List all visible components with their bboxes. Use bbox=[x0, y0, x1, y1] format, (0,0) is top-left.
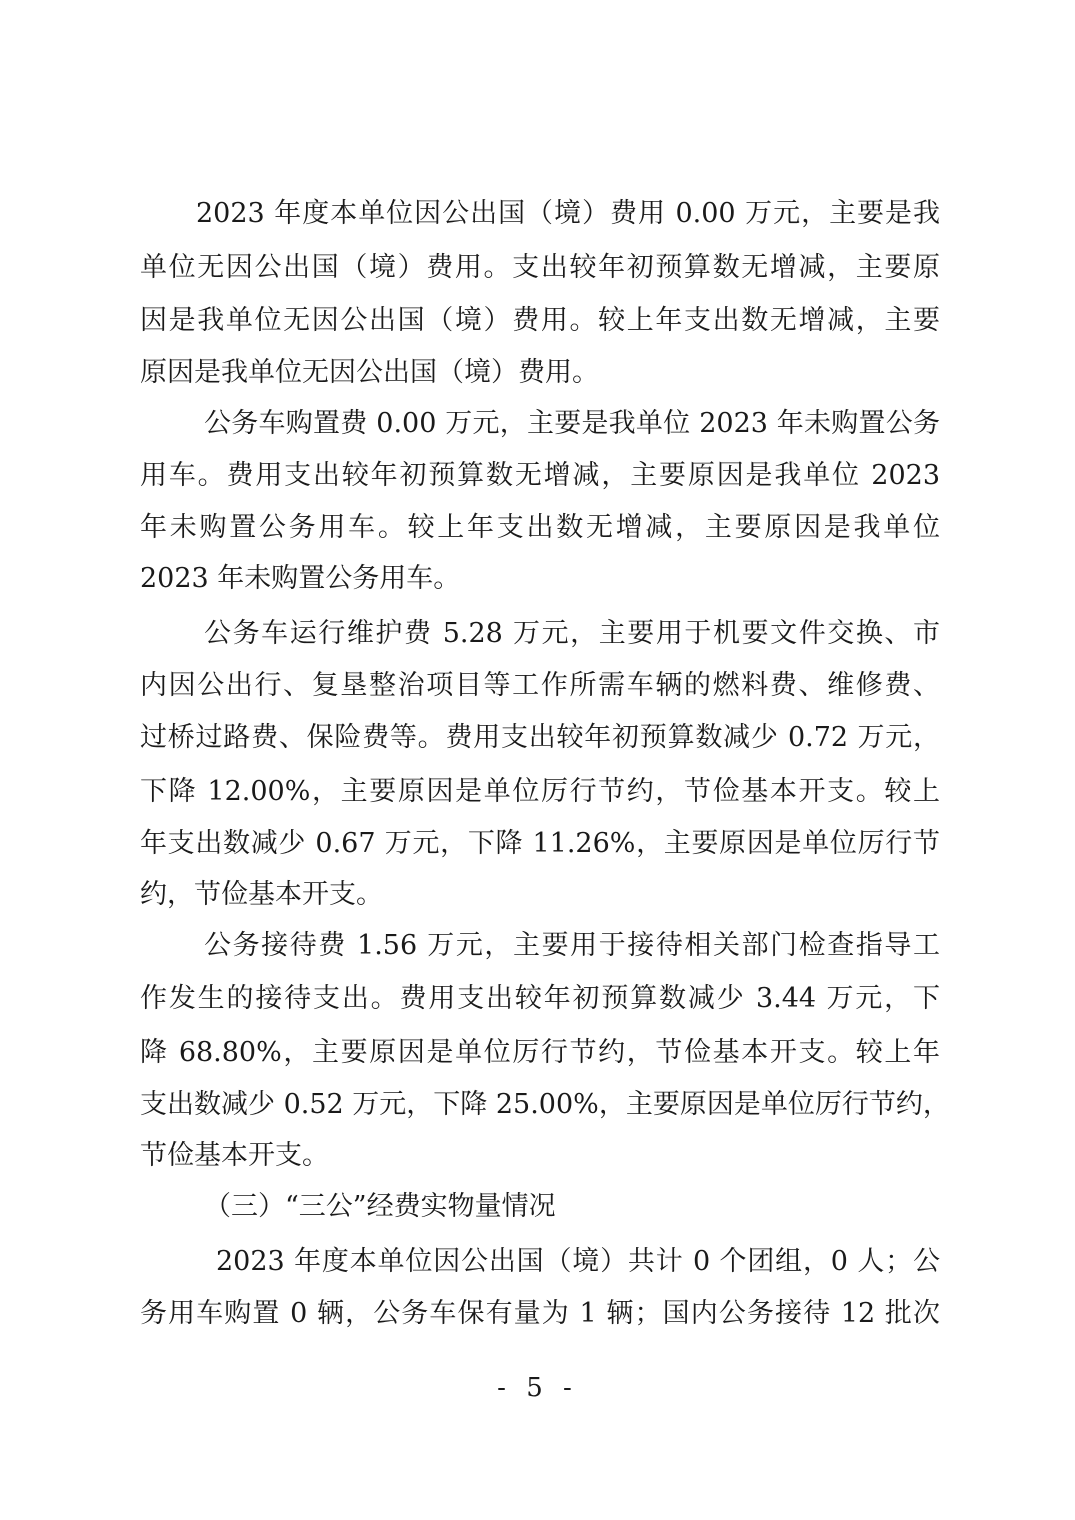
text-line: 约，节俭基本开支。 bbox=[140, 879, 383, 910]
text-line: 年支出数减少 0.67 万元，下降 11.26%，主要原因是单位厉行节 bbox=[140, 828, 940, 859]
text-line: 公务车购置费 0.00 万元，主要是我单位 2023 年未购置公务 bbox=[204, 408, 940, 439]
text-line: 2023 年度本单位因公出国（境）共计 0 个团组，0 人；公 bbox=[216, 1246, 940, 1277]
text-line: 2023 年未购置公务用车。 bbox=[140, 563, 461, 594]
text-line: 作发生的接待支出。费用支出较年初预算数减少 3.44 万元，下 bbox=[140, 983, 940, 1014]
text-line: 公务车运行维护费 5.28 万元，主要用于机要文件交换、市 bbox=[204, 618, 940, 649]
text-line: 务用车购置 0 辆，公务车保有量为 1 辆；国内公务接待 12 批次 bbox=[140, 1298, 940, 1329]
text-line: 过桥过路费、保险费等。费用支出较年初预算数减少 0.72 万元， bbox=[140, 722, 940, 753]
text-line: 节俭基本开支。 bbox=[140, 1140, 329, 1171]
page-number: - 5 - bbox=[497, 1373, 578, 1403]
text-line: 用车。费用支出较年初预算数无增减，主要原因是我单位 2023 bbox=[140, 460, 940, 491]
text-line: 因是我单位无因公出国（境）费用。较上年支出数无增减，主要 bbox=[140, 305, 940, 336]
text-line: 公务接待费 1.56 万元，主要用于接待相关部门检查指导工 bbox=[204, 930, 940, 961]
text-line: 降 68.80%，主要原因是单位厉行节约，节俭基本开支。较上年 bbox=[140, 1037, 940, 1068]
text-line: 原因是我单位无因公出国（境）费用。 bbox=[140, 357, 599, 388]
text-line: 年未购置公务用车。较上年支出数无增减，主要原因是我单位 bbox=[140, 512, 940, 543]
text-line: 单位无因公出国（境）费用。支出较年初预算数无增减，主要原 bbox=[140, 252, 940, 283]
text-line: 支出数减少 0.52 万元，下降 25.00%，主要原因是单位厉行节约， bbox=[140, 1089, 950, 1120]
text-line: 下降 12.00%，主要原因是单位厉行节约，节俭基本开支。较上 bbox=[140, 776, 940, 807]
text-line: 2023 年度本单位因公出国（境）费用 0.00 万元，主要是我 bbox=[196, 198, 940, 229]
text-line: 内因公出行、复垦整治项目等工作所需车辆的燃料费、维修费、 bbox=[140, 670, 940, 701]
section-heading: （三）“三公”经费实物量情况 bbox=[204, 1191, 556, 1222]
